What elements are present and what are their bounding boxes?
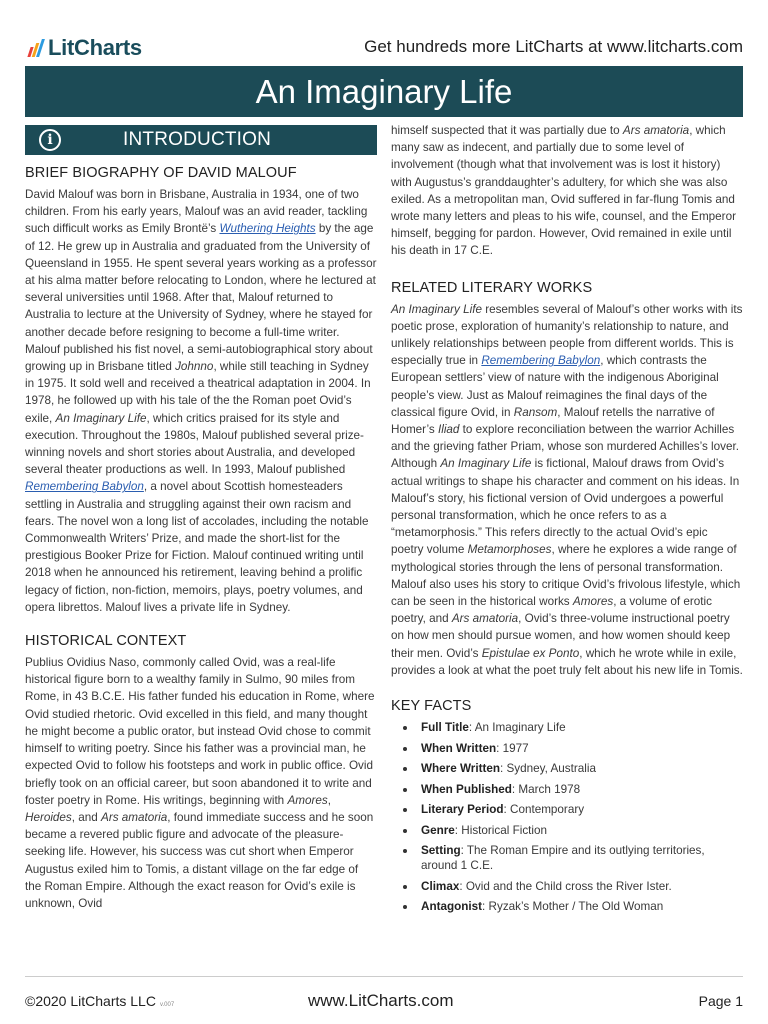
section-historical-context xyxy=(25,633,377,912)
link-wuthering-heights[interactable]: Wuthering Heights xyxy=(219,222,316,236)
footer-copyright xyxy=(25,993,174,1009)
key-fact-label: Setting xyxy=(421,844,461,858)
historical-text-continued: himself suspected that it was partially due to Ars amatoria, which many saw as indecent, and partially due to some level of involvement (though what that involvement was is lost it history) with Augustus’s granddaughter’s adultery, for which she was also exiled. As a metropolitan man, Ovid suffered in far-flung Tomis and wrote many letters and pleas to his wife, counsel, and the Emperor himself, begging for pardon. However, Ovid remained in exile until his death in 17 C.E. xyxy=(391,124,736,258)
key-fact-value: Ovid and the Child cross the River Ister. xyxy=(465,879,672,893)
related-text: An Imaginary Life resembles several of Malouf’s other works with its poetic prose, exploration of humanity’s relationship to nature, and unlikely relationships between people from different worlds. This is especially true in Remembering Babylon, which contrasts the European settlers’ view of nature with the indigenous Aboriginal people’s view. Just as Malouf reimagines the final days of the classical figure Ovid, in Ransom, Malouf retells the narrative of Homer’s Iliad to explore reconciliation between the warrior Achilles and the grieving father Priam, whose son murdered Achilles’s lover. Although An Imaginary Life is fictional, Malouf draws from Ovid’s actual writings to shape his character and comment on his ideas. In Malouf’s story, his fictional version of Ovid undergoes a powerful personal transformation, which he once refers to as a “metamorphosis.” This refers directly to the actual Ovid’s epic poetry volume Metamorphoses, where he explores a wide range of mythological stories through the lens of personal transformation. Malouf also uses his story to critique Ovid’s frivolous lifestyle, which can be seen in the historical works Amores, a volume of erotic poetry, and Ars amatoria, Ovid’s three-volume instructional poetry on how men should pursue women, and how women should keep their men. Ovid’s Epistulae ex Ponto, which he wrote while in exile, provides a look at what the poet truly felt about his new life in Tomis. xyxy=(391,302,743,677)
key-fact-item: When Published: March 1978 xyxy=(397,782,743,797)
key-fact-label: Climax xyxy=(421,879,460,893)
section-key-facts xyxy=(391,698,743,914)
footer-divider xyxy=(25,976,743,977)
key-fact-label: Where Written xyxy=(421,762,501,776)
top-bar xyxy=(25,34,745,62)
key-fact-value: The Roman Empire and its outlying territories, around 1 C.E. xyxy=(421,844,705,873)
key-fact-value: 1977 xyxy=(502,741,529,755)
key-fact-value: Contemporary xyxy=(510,803,585,817)
key-fact-value: Sydney, Australia xyxy=(506,762,596,776)
link-remembering-babylon-2[interactable]: Remembering Babylon xyxy=(481,354,601,368)
section-related-works xyxy=(391,280,743,679)
key-fact-label: When Written xyxy=(421,741,497,755)
key-fact-item: Climax: Ovid and the Child cross the River Ister. xyxy=(397,879,743,894)
key-fact-item: Where Written: Sydney, Australia xyxy=(397,761,743,776)
footer-site-link[interactable]: www.LitCharts.com xyxy=(308,991,454,1010)
biography-text: David Malouf was born in Brisbane, Australia in 1934, one of two children. From his early years, Malouf was an avid reader, tackling such difficult works as Emily Brontë’s Wuthering Heights by the age of 12. He grew up in Australia and graduated from the University of Queensland in 1955. He spent several years working as a professor at his alma matter before relocating to London, where he lectured at several universities until 1968. After that, Malouf returned to Australia to lecture at the University of Sydney, where he stayed for another decade before resigning to become a full-time writer. Malouf published his fist novel, a semi-autobiographical story about growing up in Brisbane titled Johnno, while still teaching in Sydney in 1975. It sold well and received a theatrical adaptation in 2004. In 1978, he followed up with his tale of the the Roman poet Ovid’s exile, An Imaginary Life, which critics praised for its style and execution. Throughout the 1980s, Malouf published several prize-winning novels and short stories about Australia, and developed several theater productions as well. In 1993, Malouf published Remembering Babylon, a novel about Scottish homesteaders settling in Australia and struggling against their own racism and fears. The novel won a long list of accolades, including the notable Commonwealth Writers’ Prize, and made the short-list for the prestigious Booker Prize for Fiction. Malouf continued writing until 2018 when he announced his retirement, leaving behind a prolific legacy of fiction, non-fiction, memoirs, plays, poetry volumes, and opera librettos. Malouf lives a private life in Sydney. xyxy=(25,188,377,614)
historical-heading: HISTORICAL CONTEXT xyxy=(25,633,187,650)
biography-heading: BRIEF BIOGRAPHY OF DAVID MALOUF xyxy=(25,165,297,181)
key-fact-label: Genre xyxy=(421,823,455,837)
promo-text: Get hundreds more LitCharts at www.litcharts.com xyxy=(364,37,743,56)
key-fact-label: Antagonist xyxy=(421,900,483,914)
key-fact-item: Setting: The Roman Empire and its outlying territories, around 1 C.E. xyxy=(397,843,743,873)
info-icon: i xyxy=(39,129,61,151)
page-title: An Imaginary Life xyxy=(25,66,743,117)
key-fact-value: March 1978 xyxy=(518,782,581,796)
section-biography xyxy=(25,165,377,616)
key-fact-label: Full Title xyxy=(421,721,469,735)
right-column xyxy=(391,125,743,931)
related-heading: RELATED LITERARY WORKS xyxy=(391,279,593,296)
key-fact-value: Ryzak’s Mother / The Old Woman xyxy=(488,900,664,914)
key-fact-item: Genre: Historical Fiction xyxy=(397,823,743,838)
key-fact-label: When Published xyxy=(421,782,512,796)
key-facts-list xyxy=(391,720,743,914)
key-fact-item: Antagonist: Ryzak’s Mother / The Old Woman xyxy=(397,899,743,914)
section-historical-continued xyxy=(391,122,743,260)
copyright-text: ©2020 LitCharts LLC xyxy=(25,993,156,1009)
litcharts-logo[interactable] xyxy=(29,34,142,62)
historical-text: Publius Ovidius Naso, commonly called Ovid, was a real-life historical figure born to a wealthy family in Sulmo, 90 miles from Rome, in 43 B.C.E. His father funded his education in Rome, where Ovid studied rhetoric. Ovid excelled in this field, and many thought he might become a public orator, but instead Ovid chose to commit himself to writing poetry. Since his father was a provincial man, he expected Ovid to follow his footsteps and work in public office. Ovid briefly took on an official career, but soon abandoned it to write and foster poetry in Rome. His writings, beginning with Amores, Heroides, and Ars amatoria, found immediate success and he soon became a revered public figure and advocate of the pleasure-seeking life. However, his success was cut short when Emperor Augustus exiled him to Tomis, a distant village on the far edge of the Roman Empire. Although the exact reason for Ovid’s exile is unknown, Ovid xyxy=(25,656,375,910)
introduction-banner xyxy=(25,125,377,155)
left-column xyxy=(25,125,377,929)
key-fact-item: When Written: 1977 xyxy=(397,741,743,756)
key-facts-heading: KEY FACTS xyxy=(391,698,472,715)
logo-bars-icon xyxy=(29,39,42,57)
link-remembering-babylon[interactable]: Remembering Babylon xyxy=(25,480,144,494)
key-fact-label: Literary Period xyxy=(421,803,504,817)
version-text: v.007 xyxy=(159,1002,175,1008)
introduction-heading: INTRODUCTION xyxy=(123,129,272,150)
logo-text: LitCharts xyxy=(48,35,142,60)
key-fact-value: Historical Fiction xyxy=(461,823,548,837)
key-fact-item: Full Title: An Imaginary Life xyxy=(397,720,743,735)
key-fact-value: An Imaginary Life xyxy=(474,721,566,735)
footer-page-number: Page 1 xyxy=(698,993,743,1009)
key-fact-item: Literary Period: Contemporary xyxy=(397,802,743,817)
